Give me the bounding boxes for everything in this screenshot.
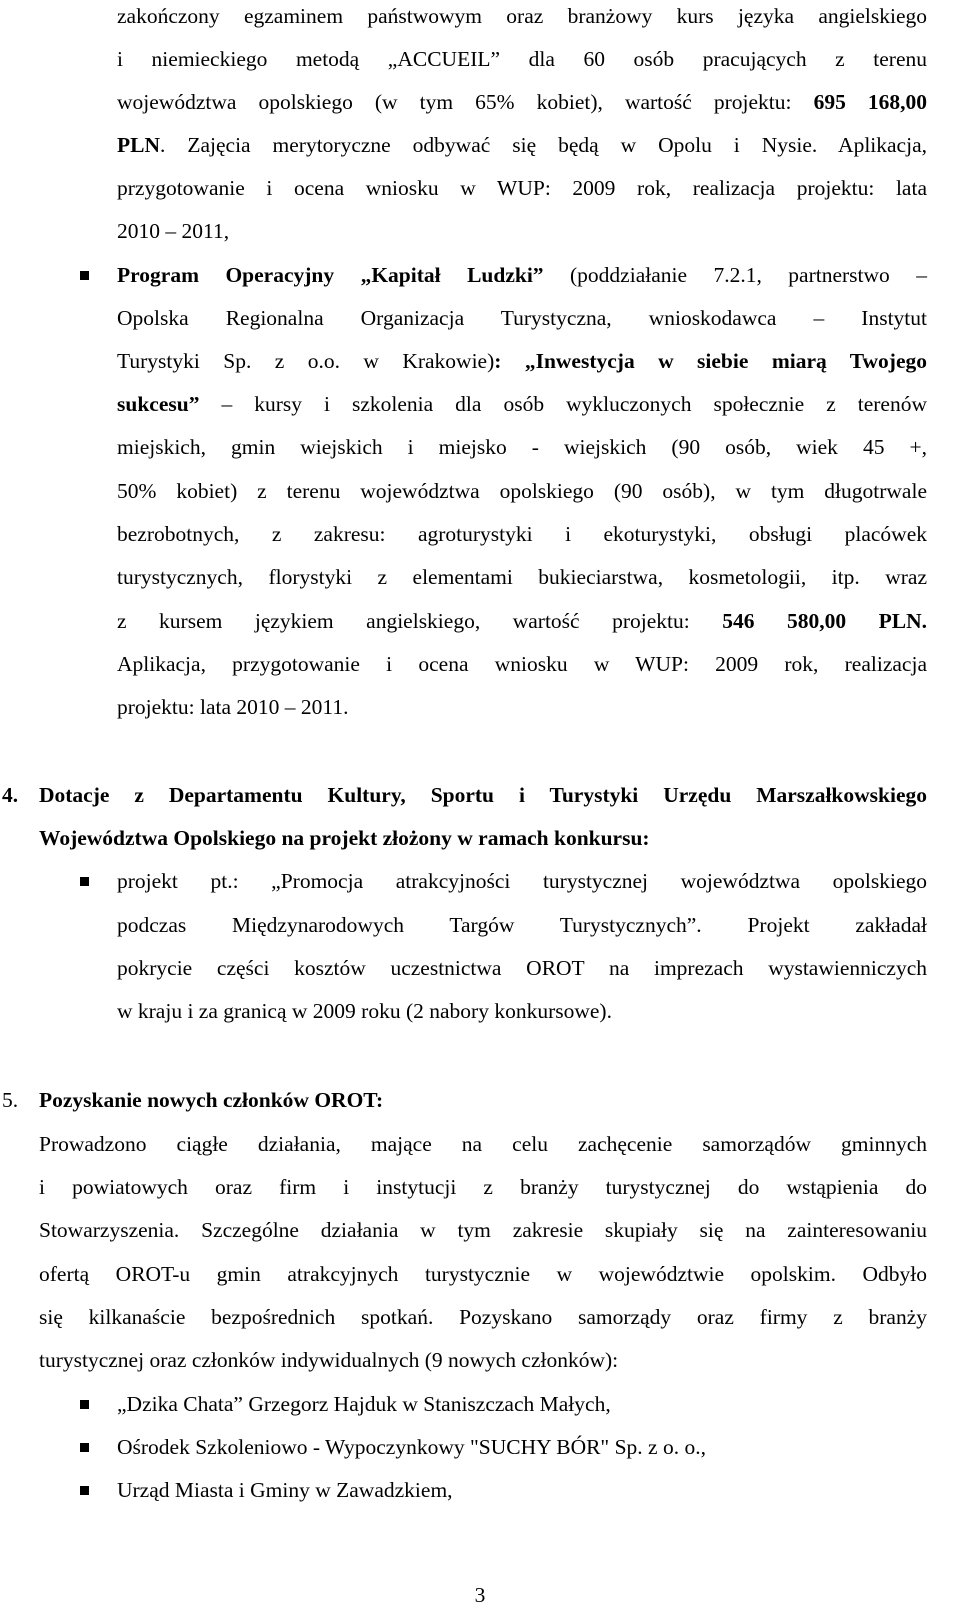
list-item: Ośrodek Szkoleniowo - Wypoczynkowy "SUCHY BÓR" Sp. z o. o., [117, 1435, 706, 1459]
bullet-marker [80, 1486, 89, 1495]
text-line: Prowadzono ciągłe działania, mające na celu zachęcenie samorządów gminnych [39, 1132, 927, 1156]
bullet-marker [80, 1400, 89, 1409]
project-value-currency: PLN [117, 133, 160, 157]
text-line: z kursem językiem angielskiego, wartość projektu: 546 580,00 PLN. [117, 609, 927, 633]
text-line: sukcesu” – kursy i szkolenia dla osób wykluczonych społecznie z terenów [117, 392, 927, 416]
text-line: miejskich, gmin wiejskich i miejsko - wiejskich (90 osób, wiek 45 +, [117, 435, 927, 459]
text-line: 50% kobiet) z terenu województwa opolskiego (90 osób), w tym długotrwale [117, 479, 927, 503]
text-line: 2010 – 2011, [117, 219, 230, 243]
text-line: turystycznych, florystyki z elementami bukieciarstwa, kosmetologii, itp. wraz [117, 565, 927, 589]
bullet-marker [80, 1443, 89, 1452]
text-line: się kilkanaście bezpośrednich spotkań. Pozyskano samorządy oraz firmy z branży [39, 1305, 927, 1329]
text-line: projekt pt.: „Promocja atrakcyjności turystycznej województwa opolskiego [117, 869, 927, 893]
text-line: bezrobotnych, z zakresu: agroturystyki i ekoturystyki, obsługi placówek [117, 522, 927, 546]
text-line: Program Operacyjny „Kapitał Ludzki” (poddziałanie 7.2.1, partnerstwo – [117, 263, 928, 287]
section-heading: Dotacje z Departamentu Kultury, Sportu i Turystyki Urzędu Marszałkowskiego [39, 783, 927, 807]
text-line: Turystyki Sp. z o.o. w Krakowie): „Inwestycja w siebie miarą Twojego [117, 349, 927, 373]
section-heading: Województwa Opolskiego na projekt złożony w ramach konkursu: [39, 826, 650, 850]
list-item: Urząd Miasta i Gminy w Zawadzkiem, [117, 1478, 453, 1502]
page-number: 3 [474, 1583, 486, 1607]
text-line: Aplikacja, przygotowanie i ocena wniosku w WUP: 2009 rok, realizacja [117, 652, 927, 676]
text-line: i powiatowych oraz firm i instytucji z branży turystycznej do wstąpienia do [39, 1175, 927, 1199]
text-line: podczas Międzynarodowych Targów Turystycznych”. Projekt zakładał [117, 913, 927, 937]
list-item: „Dzika Chata” Grzegorz Hajduk w Staniszczach Małych, [117, 1392, 611, 1416]
text-line: województwa opolskiego (w tym 65% kobiet), wartość projektu: 695 168,00 [117, 90, 927, 114]
text-line: PLN. Zajęcia merytoryczne odbywać się będą w Opolu i Nysie. Aplikacja, [117, 133, 927, 157]
text-line: i niemieckiego metodą „ACCUEIL” dla 60 osób pracujących z terenu [117, 47, 927, 71]
text-line: projektu: lata 2010 – 2011. [117, 695, 349, 719]
project-value: 695 168,00 [813, 90, 927, 114]
section-heading: Pozyskanie nowych członków OROT: [39, 1088, 384, 1112]
text-line: turystycznej oraz członków indywidualnych (9 nowych członków): [39, 1348, 619, 1372]
text-line: zakończony egzaminem państwowym oraz branżowy kurs języka angielskiego [117, 4, 927, 28]
bullet-marker [80, 877, 89, 886]
text-line: Opolska Regionalna Organizacja Turystyczna, wnioskodawca – Instytut [117, 306, 927, 330]
text-line: przygotowanie i ocena wniosku w WUP: 2009 rok, realizacja projektu: lata [117, 176, 927, 200]
bullet-marker [80, 271, 89, 280]
section-number: 4. [2, 783, 19, 807]
section-number: 5. [2, 1088, 19, 1112]
text-line: Stowarzyszenia. Szczególne działania w tym zakresie skupiały się na zainteresowaniu [39, 1218, 927, 1242]
text-line: pokrycie części kosztów uczestnictwa OROT na imprezach wystawienniczych [117, 956, 927, 980]
text-line: w kraju i za granicą w 2009 roku (2 nabory konkursowe). [117, 999, 612, 1023]
text-line: ofertą OROT-u gmin atrakcyjnych turystycznie w województwie opolskim. Odbyło [39, 1262, 927, 1286]
